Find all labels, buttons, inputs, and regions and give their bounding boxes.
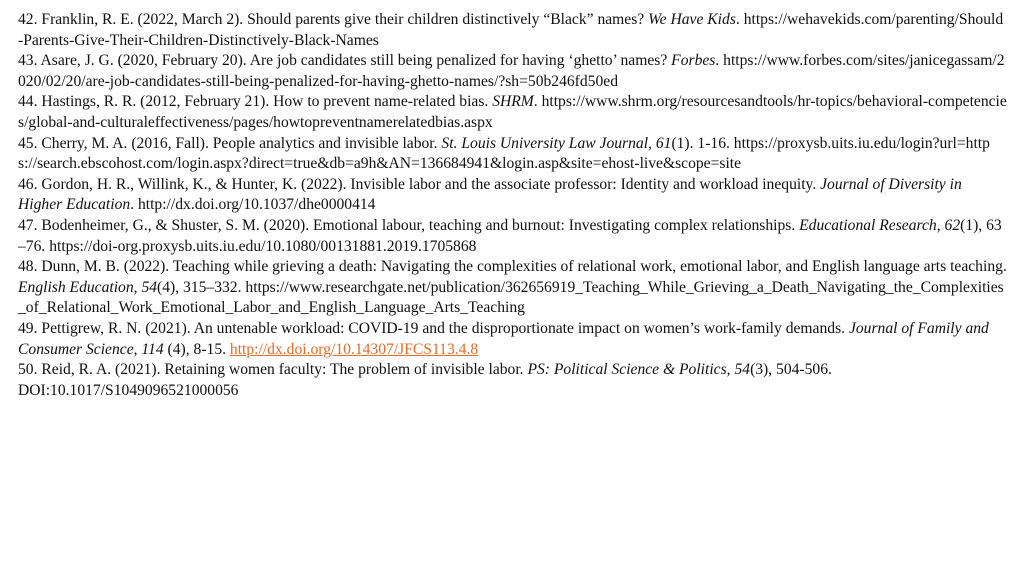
reference-text: 50. Reid, R. A. (2021). Retaining women faculty: The problem of invisible labor. (18, 361, 528, 379)
reference-50 (18, 360, 1008, 401)
doi-link[interactable]: http://dx.doi.org/10.14307/JFCS113.4.8 (229, 340, 479, 358)
reference-text: 48. Dunn, M. B. (2022). Teaching while grieving a death: Navigating the complexities of relational work, emotional labor, and English language arts teaching. (18, 258, 1007, 276)
reference-46 (18, 175, 1008, 216)
reference-text: 42. Franklin, R. E. (2022, March 2). Should parents give their children distinctively “Black” names? (18, 11, 649, 28)
reference-source-title: SHRM (492, 93, 534, 111)
references-list (18, 10, 1008, 401)
reference-doi-text: (3), 504-506. DOI:10.1017/S1049096521000056 (18, 361, 832, 399)
reference-volume: 54 (141, 278, 158, 296)
reference-pages: (4), 8-15. (163, 340, 230, 358)
reference-url-text: . http://dx.doi.org/10.1037/dhe0000414 (130, 196, 376, 214)
reference-source-title: Journal of Diversity in Higher Education (18, 175, 962, 214)
reference-44 (18, 92, 1008, 133)
reference-url-text: (1), 63–76. https://doi-org.proxysb.uits.iu.edu/10.1080/00131881.2019.1705868 (18, 216, 1002, 255)
reference-url-text: . https://www.forbes.com/sites/janicegassam/2020/02/20/are-job-candidates-still-being-penalized-for-having-ghetto-names/?sh=50b246fd50ed (18, 52, 1005, 90)
reference-separator: , (936, 216, 945, 234)
reference-45 (18, 134, 1008, 175)
reference-49 (18, 319, 1008, 360)
reference-text: 47. Bodenheimer, G., & Shuster, S. M. (2020). Emotional labour, teaching and burnout: Investigating complex relationships. (18, 216, 800, 234)
reference-separator: , (133, 340, 142, 358)
reference-43 (18, 51, 1008, 92)
reference-source-title: Educational Research (799, 216, 937, 234)
reference-source-title: Forbes (671, 52, 716, 70)
reference-separator: , (133, 278, 142, 296)
reference-source-title: We Have Kids (648, 11, 736, 28)
reference-42 (18, 10, 1008, 51)
reference-text: 43. Asare, J. G. (2020, February 20). Are job candidates still being penalized for having ‘ghetto’ names? (18, 52, 672, 70)
reference-text: 46. Gordon, H. R., Willink, K., & Hunter, K. (2022). Invisible labor and the associate professor: Identity and workload inequity. (18, 175, 821, 193)
reference-separator: , (726, 361, 735, 379)
reference-source-title: PS: Political Science & Politics (527, 361, 727, 379)
reference-volume: 62 (944, 216, 961, 234)
reference-48 (18, 257, 1008, 319)
reference-text: 44. Hastings, R. R. (2012, February 21). How to prevent name-related bias. (18, 93, 493, 111)
reference-volume: 54 (734, 361, 751, 379)
reference-url-text: (4), 315–332. https://www.researchgate.net/publication/362656919_Teaching_While_Grieving_a_Death_Navigating_the_Complexities_of_Relational_Work_Emotional_Labor_and_English_Language_Arts_Teaching (18, 278, 1004, 317)
reference-text: 49. Pettigrew, R. N. (2021). An untenable workload: COVID-19 and the disproportionate impact on women’s work-family demands. (18, 319, 849, 337)
reference-volume: 114 (141, 340, 164, 358)
reference-47 (18, 216, 1008, 257)
reference-text: 45. Cherry, M. A. (2016, Fall). People analytics and invisible labor. (18, 134, 442, 152)
reference-url-text: (1). 1-16. https://proxysb.uits.iu.edu/login?url=https://search.ebscohost.com/login.aspx?direct=true&db=a9h&AN=136684941&login.asp&site=ehost-live&scope=site (18, 134, 990, 173)
reference-source-title: English Education (18, 278, 134, 296)
reference-url-text: . https://www.shrm.org/resourcesandtools/hr-topics/behavioral-competencies/global-and-culturaleffectiveness/pages/howtopreventnamerelatedbias.aspx (18, 93, 1007, 131)
reference-source-title: Journal of Family and Consumer Science (18, 319, 989, 358)
reference-source-title: St. Louis University Law Journal, 61 (441, 134, 672, 152)
reference-url-text: . https://wehavekids.com/parenting/Should-Parents-Give-Their-Children-Distinctively-Black-Names (18, 11, 1004, 49)
